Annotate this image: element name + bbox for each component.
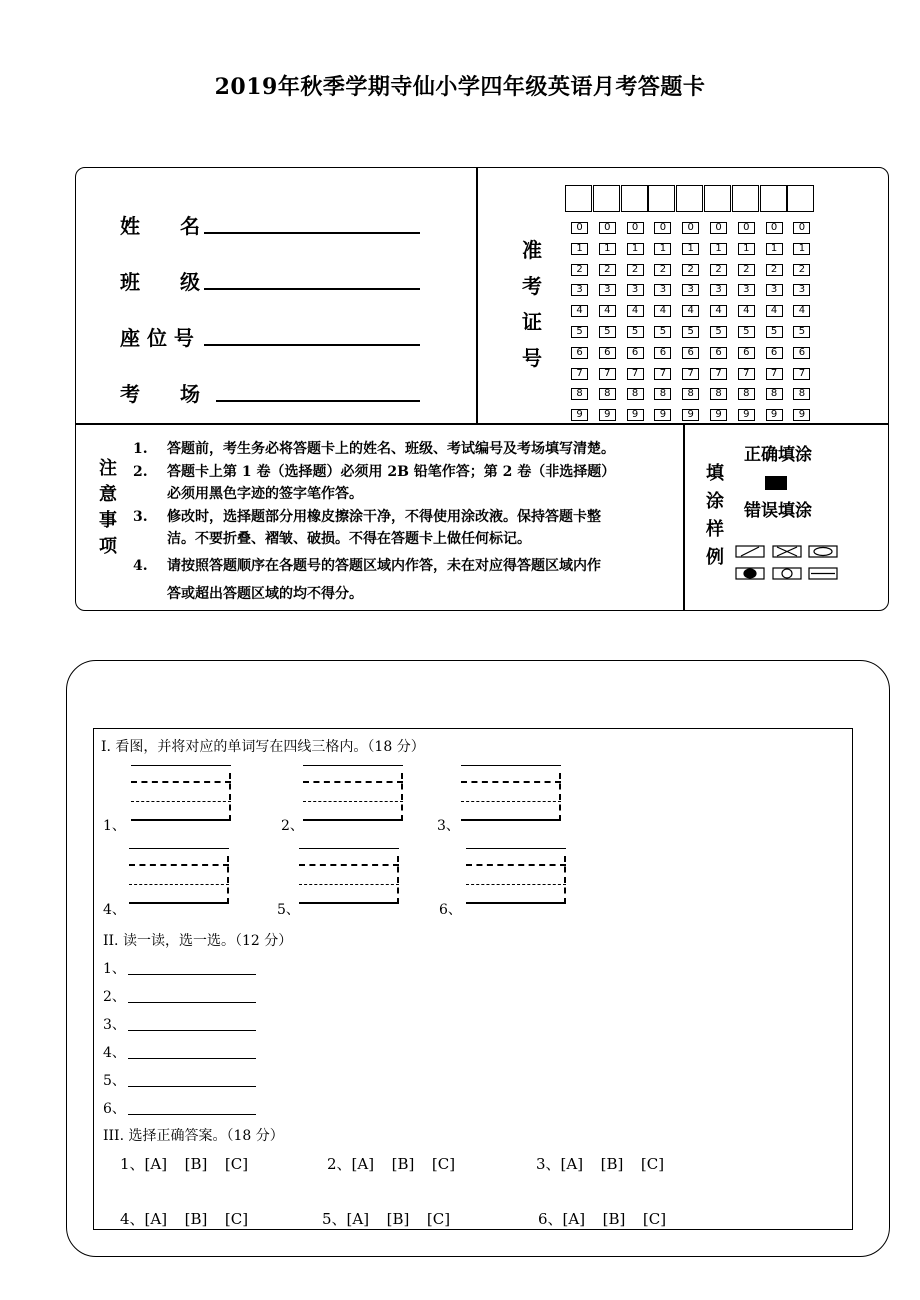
note-item: 1. 答题前，考生务必将答题卡上的姓名、班级、考试编号及考场填写清楚。 [133, 441, 615, 457]
exam-id-bubble[interactable]: 0 [766, 222, 783, 234]
exam-id-bubble[interactable]: 4 [738, 305, 755, 317]
q4-number: 4、 [103, 902, 126, 918]
exam-id-bubble[interactable]: 2 [654, 264, 671, 276]
exam-id-bubble[interactable]: 6 [654, 347, 671, 359]
writing-grid[interactable] [466, 848, 566, 906]
writing-grid[interactable] [131, 765, 231, 823]
divider [75, 423, 889, 425]
exam-id-bubble[interactable]: 5 [738, 326, 755, 338]
seat-label: 座 位 号 [120, 326, 194, 350]
exam-id-bubble[interactable]: 5 [766, 326, 783, 338]
exam-id-bubble[interactable]: 6 [766, 347, 783, 359]
writing-line [303, 819, 403, 821]
exam-id-bubble[interactable]: 7 [766, 368, 783, 380]
exam-id-bubble[interactable]: 5 [710, 326, 727, 338]
class-label: 班 级 [120, 270, 200, 294]
exam-id-bubble[interactable]: 5 [682, 326, 699, 338]
exam-id-bubble[interactable]: 3 [571, 284, 588, 296]
exam-id-bubble[interactable]: 3 [738, 284, 755, 296]
section2-answer-line[interactable] [128, 1058, 256, 1059]
exam-id-bubble[interactable]: 1 [793, 243, 810, 255]
wrong-fill-samples [735, 544, 845, 584]
exam-id-bubble[interactable]: 7 [710, 368, 727, 380]
exam-id-bubble[interactable]: 9 [571, 409, 588, 421]
name-field[interactable] [120, 210, 210, 239]
writing-line [461, 765, 561, 766]
exam-id-bubble[interactable]: 3 [654, 284, 671, 296]
exam-id-bubble[interactable]: 7 [627, 368, 644, 380]
wrong-fill-oval [773, 568, 801, 579]
exam-id-bubble[interactable]: 3 [766, 284, 783, 296]
exam-id-bubble[interactable]: 7 [571, 368, 588, 380]
page-title: 2019年秋季学期寺仙小学四年级英语月考答题卡 [214, 74, 706, 100]
exam-id-bubble[interactable]: 8 [654, 388, 671, 400]
exam-id-bubble[interactable]: 1 [710, 243, 727, 255]
q1-number: 1、 [103, 818, 126, 834]
exam-id-bubble[interactable]: 8 [738, 388, 755, 400]
exam-id-box[interactable] [593, 185, 620, 212]
exam-id-bubble[interactable]: 4 [599, 305, 616, 317]
exam-id-bubble[interactable]: 6 [571, 347, 588, 359]
note-item: 2. 答题卡上第 1 卷（选择题）必须用 2B 铅笔作答；第 2 卷（非选择题） [133, 463, 616, 480]
room-line[interactable] [216, 400, 420, 402]
section2-answer-line[interactable] [128, 1086, 256, 1087]
writing-line [131, 819, 231, 821]
exam-id-bubble[interactable]: 2 [738, 264, 755, 276]
exam-id-bubble[interactable]: 3 [627, 284, 644, 296]
exam-id-bubble[interactable]: 2 [627, 264, 644, 276]
exam-id-bubble[interactable]: 8 [627, 388, 644, 400]
exam-id-bubble[interactable]: 1 [682, 243, 699, 255]
exam-id-box[interactable] [787, 185, 814, 212]
writing-line [466, 884, 566, 885]
exam-id-bubble[interactable]: 1 [766, 243, 783, 255]
fill-example-label: 填 涂 样 例 [706, 463, 724, 568]
seat-field[interactable] [120, 322, 210, 351]
exam-id-bubble[interactable]: 3 [599, 284, 616, 296]
writing-grid-edge [559, 773, 563, 821]
q3-number: 3、 [437, 818, 460, 834]
exam-id-bubble[interactable]: 7 [738, 368, 755, 380]
note-item-cont: 答或超出答题区域的均不得分。 [167, 586, 363, 602]
exam-id-bubble[interactable]: 8 [710, 388, 727, 400]
exam-id-bubble[interactable]: 9 [682, 409, 699, 421]
exam-id-bubble[interactable]: 5 [571, 326, 588, 338]
exam-id-bubble[interactable]: 9 [710, 409, 727, 421]
exam-id-bubble[interactable]: 6 [682, 347, 699, 359]
notes-label: 注 意 事 项 [99, 458, 117, 557]
writing-line [303, 801, 403, 802]
section2-answer-line[interactable] [128, 974, 256, 975]
exam-id-bubble[interactable]: 4 [627, 305, 644, 317]
exam-id-bubble[interactable]: 5 [793, 326, 810, 338]
writing-line [303, 765, 403, 766]
mc-item[interactable]: 6、[A] [B] [C] [538, 1210, 667, 1228]
writing-grid[interactable] [129, 848, 229, 906]
exam-id-bubble[interactable]: 9 [793, 409, 810, 421]
name-label: 姓 名 [120, 214, 200, 238]
section2-heading: II. 读一读，选一选。（12 分） [103, 933, 293, 949]
section2-number: 3、 [103, 1017, 126, 1033]
note-item-cont: 必须用黑色字迹的签字笔作答。 [167, 486, 363, 502]
correct-fill-mark [765, 476, 787, 490]
exam-id-bubble[interactable]: 7 [682, 368, 699, 380]
exam-id-bubble[interactable]: 8 [599, 388, 616, 400]
divider [683, 424, 685, 611]
exam-id-box[interactable] [648, 185, 675, 212]
exam-id-bubble[interactable]: 5 [627, 326, 644, 338]
writing-grid-edge [229, 773, 233, 821]
exam-id-bubble[interactable]: 8 [793, 388, 810, 400]
exam-id-bubble[interactable]: 4 [793, 305, 810, 317]
exam-id-bubble[interactable]: 9 [654, 409, 671, 421]
exam-id-bubble[interactable]: 9 [738, 409, 755, 421]
exam-id-bubble[interactable]: 5 [599, 326, 616, 338]
exam-id-bubble[interactable]: 2 [710, 264, 727, 276]
exam-id-bubble[interactable]: 1 [571, 243, 588, 255]
exam-id-bubble[interactable]: 4 [571, 305, 588, 317]
section2-number: 2、 [103, 989, 126, 1005]
exam-id-bubble[interactable]: 1 [627, 243, 644, 255]
section3-heading: III. 选择正确答案。（18 分） [103, 1128, 284, 1144]
writing-line [461, 801, 561, 802]
exam-id-bubble[interactable]: 0 [627, 222, 644, 234]
correct-fill-label: 正确填涂 [744, 445, 812, 465]
wrong-fill-slash [736, 546, 764, 557]
exam-id-bubble[interactable]: 2 [766, 264, 783, 276]
writing-line [299, 884, 399, 885]
section2-answer-line[interactable] [128, 1002, 256, 1003]
section1-heading: I. 看图，并将对应的单词写在四线三格内。（18 分） [101, 739, 425, 755]
writing-grid-edge [401, 773, 405, 821]
exam-id-bubble[interactable]: 8 [682, 388, 699, 400]
writing-line [466, 902, 566, 904]
note-item: 4. 请按照答题顺序在各题号的答题区域内作答，未在对应得答题区域内作 [133, 557, 601, 574]
exam-id-bubble[interactable]: 1 [738, 243, 755, 255]
mc-item[interactable]: 2、[A] [B] [C] [327, 1155, 456, 1173]
seat-line[interactable] [204, 344, 420, 346]
section2-answer-line[interactable] [128, 1114, 256, 1115]
wrong-fill-dot [736, 568, 764, 579]
exam-id-box[interactable] [704, 185, 731, 212]
exam-id-bubble[interactable]: 2 [571, 264, 588, 276]
writing-grid[interactable] [299, 848, 399, 906]
exam-id-bubble[interactable]: 8 [571, 388, 588, 400]
exam-id-bubble[interactable]: 7 [599, 368, 616, 380]
wrong-fill-label: 错误填涂 [744, 501, 812, 521]
exam-id-bubble[interactable]: 7 [793, 368, 810, 380]
writing-grid-edge [397, 856, 401, 904]
exam-id-bubble[interactable]: 3 [682, 284, 699, 296]
room-field[interactable] [120, 378, 210, 407]
class-field[interactable] [120, 266, 210, 295]
exam-id-bubble[interactable]: 8 [766, 388, 783, 400]
writing-grid[interactable] [461, 765, 561, 823]
note-item: 3. 修改时，选择题部分用橡皮擦涂干净，不得使用涂改液。保持答题卡整 [133, 508, 601, 525]
writing-line [131, 801, 231, 802]
exam-id-bubble[interactable]: 0 [682, 222, 699, 234]
writing-line [131, 781, 231, 783]
exam-id-box[interactable] [565, 185, 592, 212]
exam-id-bubble[interactable]: 6 [710, 347, 727, 359]
writing-line [129, 884, 229, 885]
exam-id-bubble[interactable]: 0 [599, 222, 616, 234]
exam-id-box[interactable] [760, 185, 787, 212]
writing-grid-edge [227, 856, 231, 904]
exam-id-bubble[interactable]: 6 [599, 347, 616, 359]
writing-line [299, 902, 399, 904]
section2-number: 5、 [103, 1073, 126, 1089]
exam-id-bubble[interactable]: 6 [738, 347, 755, 359]
writing-grid[interactable] [303, 765, 403, 823]
divider [476, 167, 478, 424]
q6-number: 6、 [439, 902, 462, 918]
exam-id-bubble[interactable]: 0 [571, 222, 588, 234]
writing-line [466, 848, 566, 849]
writing-line [299, 864, 399, 866]
name-line[interactable] [204, 232, 420, 234]
exam-id-bubble[interactable]: 2 [793, 264, 810, 276]
section2-answer-line[interactable] [128, 1030, 256, 1031]
exam-id-label: 准 考 证 号 [522, 238, 542, 370]
q5-number: 5、 [277, 902, 300, 918]
exam-id-bubble[interactable]: 5 [654, 326, 671, 338]
writing-line [461, 819, 561, 821]
q2-number: 2、 [281, 818, 304, 834]
exam-id-box[interactable] [732, 185, 759, 212]
exam-id-bubble[interactable]: 7 [654, 368, 671, 380]
mc-item[interactable]: 3、[A] [B] [C] [536, 1155, 665, 1173]
exam-id-bubble[interactable]: 0 [654, 222, 671, 234]
exam-id-bubble[interactable]: 1 [654, 243, 671, 255]
exam-id-bubble[interactable]: 6 [627, 347, 644, 359]
exam-id-box[interactable] [621, 185, 648, 212]
writing-line [129, 902, 229, 904]
exam-id-bubble[interactable]: 0 [793, 222, 810, 234]
writing-line [129, 864, 229, 866]
exam-id-bubble[interactable]: 9 [599, 409, 616, 421]
writing-line [303, 781, 403, 783]
exam-id-bubble[interactable]: 3 [710, 284, 727, 296]
writing-line [131, 765, 231, 766]
exam-id-bubble[interactable]: 4 [654, 305, 671, 317]
wrong-fill-cross [773, 546, 801, 557]
exam-id-bubble[interactable]: 1 [599, 243, 616, 255]
exam-id-bubble[interactable]: 0 [738, 222, 755, 234]
notes-list [133, 438, 615, 606]
exam-id-bubble[interactable]: 4 [766, 305, 783, 317]
class-line[interactable] [204, 288, 420, 290]
section2-number: 4、 [103, 1045, 126, 1061]
writing-line [299, 848, 399, 849]
mc-item[interactable]: 4、[A] [B] [C] [120, 1210, 249, 1228]
exam-id-box[interactable] [676, 185, 703, 212]
wrong-fill-line [809, 568, 837, 579]
exam-id-bubble[interactable]: 3 [793, 284, 810, 296]
writing-grid-edge [564, 856, 568, 904]
exam-id-bubble[interactable]: 0 [710, 222, 727, 234]
exam-id-bubble[interactable]: 2 [682, 264, 699, 276]
exam-id-bubble[interactable]: 4 [710, 305, 727, 317]
writing-line [129, 848, 229, 849]
mc-item[interactable]: 5、[A] [B] [C] [322, 1210, 451, 1228]
exam-id-bubble[interactable]: 2 [599, 264, 616, 276]
exam-id-bubble[interactable]: 9 [766, 409, 783, 421]
writing-line [461, 781, 561, 783]
wrong-fill-circle [809, 546, 837, 557]
exam-id-bubble[interactable]: 4 [682, 305, 699, 317]
mc-item[interactable]: 1、[A] [B] [C] [120, 1155, 249, 1173]
exam-id-bubble[interactable]: 9 [627, 409, 644, 421]
section2-number: 1、 [103, 961, 126, 977]
section2-number: 6、 [103, 1101, 126, 1117]
writing-line [466, 864, 566, 866]
room-label: 考 场 [120, 382, 200, 406]
exam-id-bubble[interactable]: 6 [793, 347, 810, 359]
note-item-cont: 洁。不要折叠、褶皱、破损。不得在答题卡上做任何标记。 [167, 531, 531, 547]
